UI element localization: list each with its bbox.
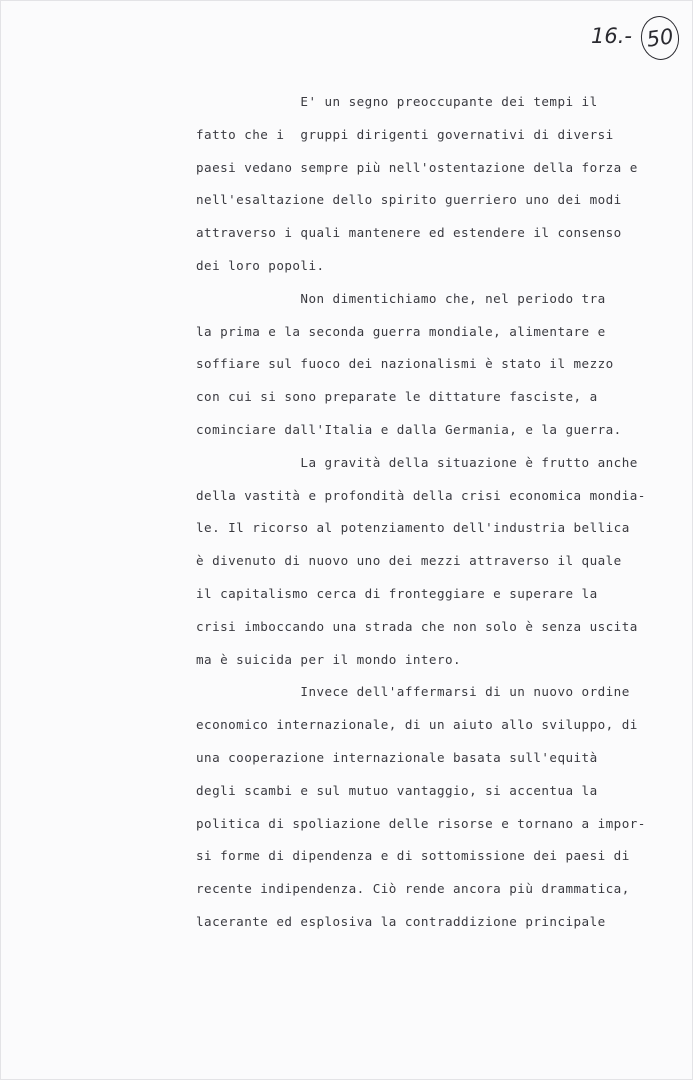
text-line: dei loro popoli. [196,257,325,273]
text-line: attraverso i quali mantenere ed estendere il consenso [196,225,622,241]
text-line: si forme di dipendenza e di sottomissione dei paesi di [196,848,630,864]
text-line: cominciare dall'Italia e dalla Germania, e la guerra. [196,421,622,437]
text-line: Non dimentichiamo che, nel periodo tra [196,290,606,306]
text-line: crisi imboccando una strada che non solo è senza uscita [196,618,638,634]
text-line: ma è suicida per il mondo intero. [196,651,462,667]
text-line: economico internazionale, di un aiuto allo sviluppo, di [196,717,638,733]
text-line: lacerante ed esplosiva la contraddizione principale [196,913,606,929]
text-line: Invece dell'affermarsi di un nuovo ordine [196,684,630,700]
circled-page-number: 50 [638,14,682,63]
text-line: paesi vedano sempre più nell'ostentazione della forza e [196,159,638,175]
text-line: della vastità e profondità della crisi economica mondia- [196,487,646,503]
text-line: recente indipendenza. Ciò rende ancora più drammatica, [196,881,630,897]
text-line: è divenuto di nuovo uno dei mezzi attraverso il quale [196,553,622,569]
text-line: con cui si sono preparate le dittature fasciste, a [196,389,598,405]
text-line: nell'esaltazione dello spirito guerriero uno dei modi [196,192,622,208]
text-line: soffiare sul fuoco dei nazionalismi è stato il mezzo [196,356,614,372]
text-line: degli scambi e sul mutuo vantaggio, si accentua la [196,782,598,798]
body-text [196,93,656,946]
page-number: 16.- [591,24,632,48]
text-line: politica di spoliazione delle risorse e tornano a impor- [196,815,646,831]
text-line: il capitalismo cerca di fronteggiare e superare la [196,585,598,601]
text-line: fatto che i gruppi dirigenti governativi di diversi [196,126,614,142]
text-line: La gravità della situazione è frutto anche [196,454,638,470]
text-line: E' un segno preoccupante dei tempi il [196,94,598,109]
text-line: una cooperazione internazionale basata sull'equità [196,749,598,765]
text-line: la prima e la seconda guerra mondiale, alimentare e [196,323,606,339]
text-line: le. Il ricorso al potenziamento dell'industria bellica [196,520,630,536]
